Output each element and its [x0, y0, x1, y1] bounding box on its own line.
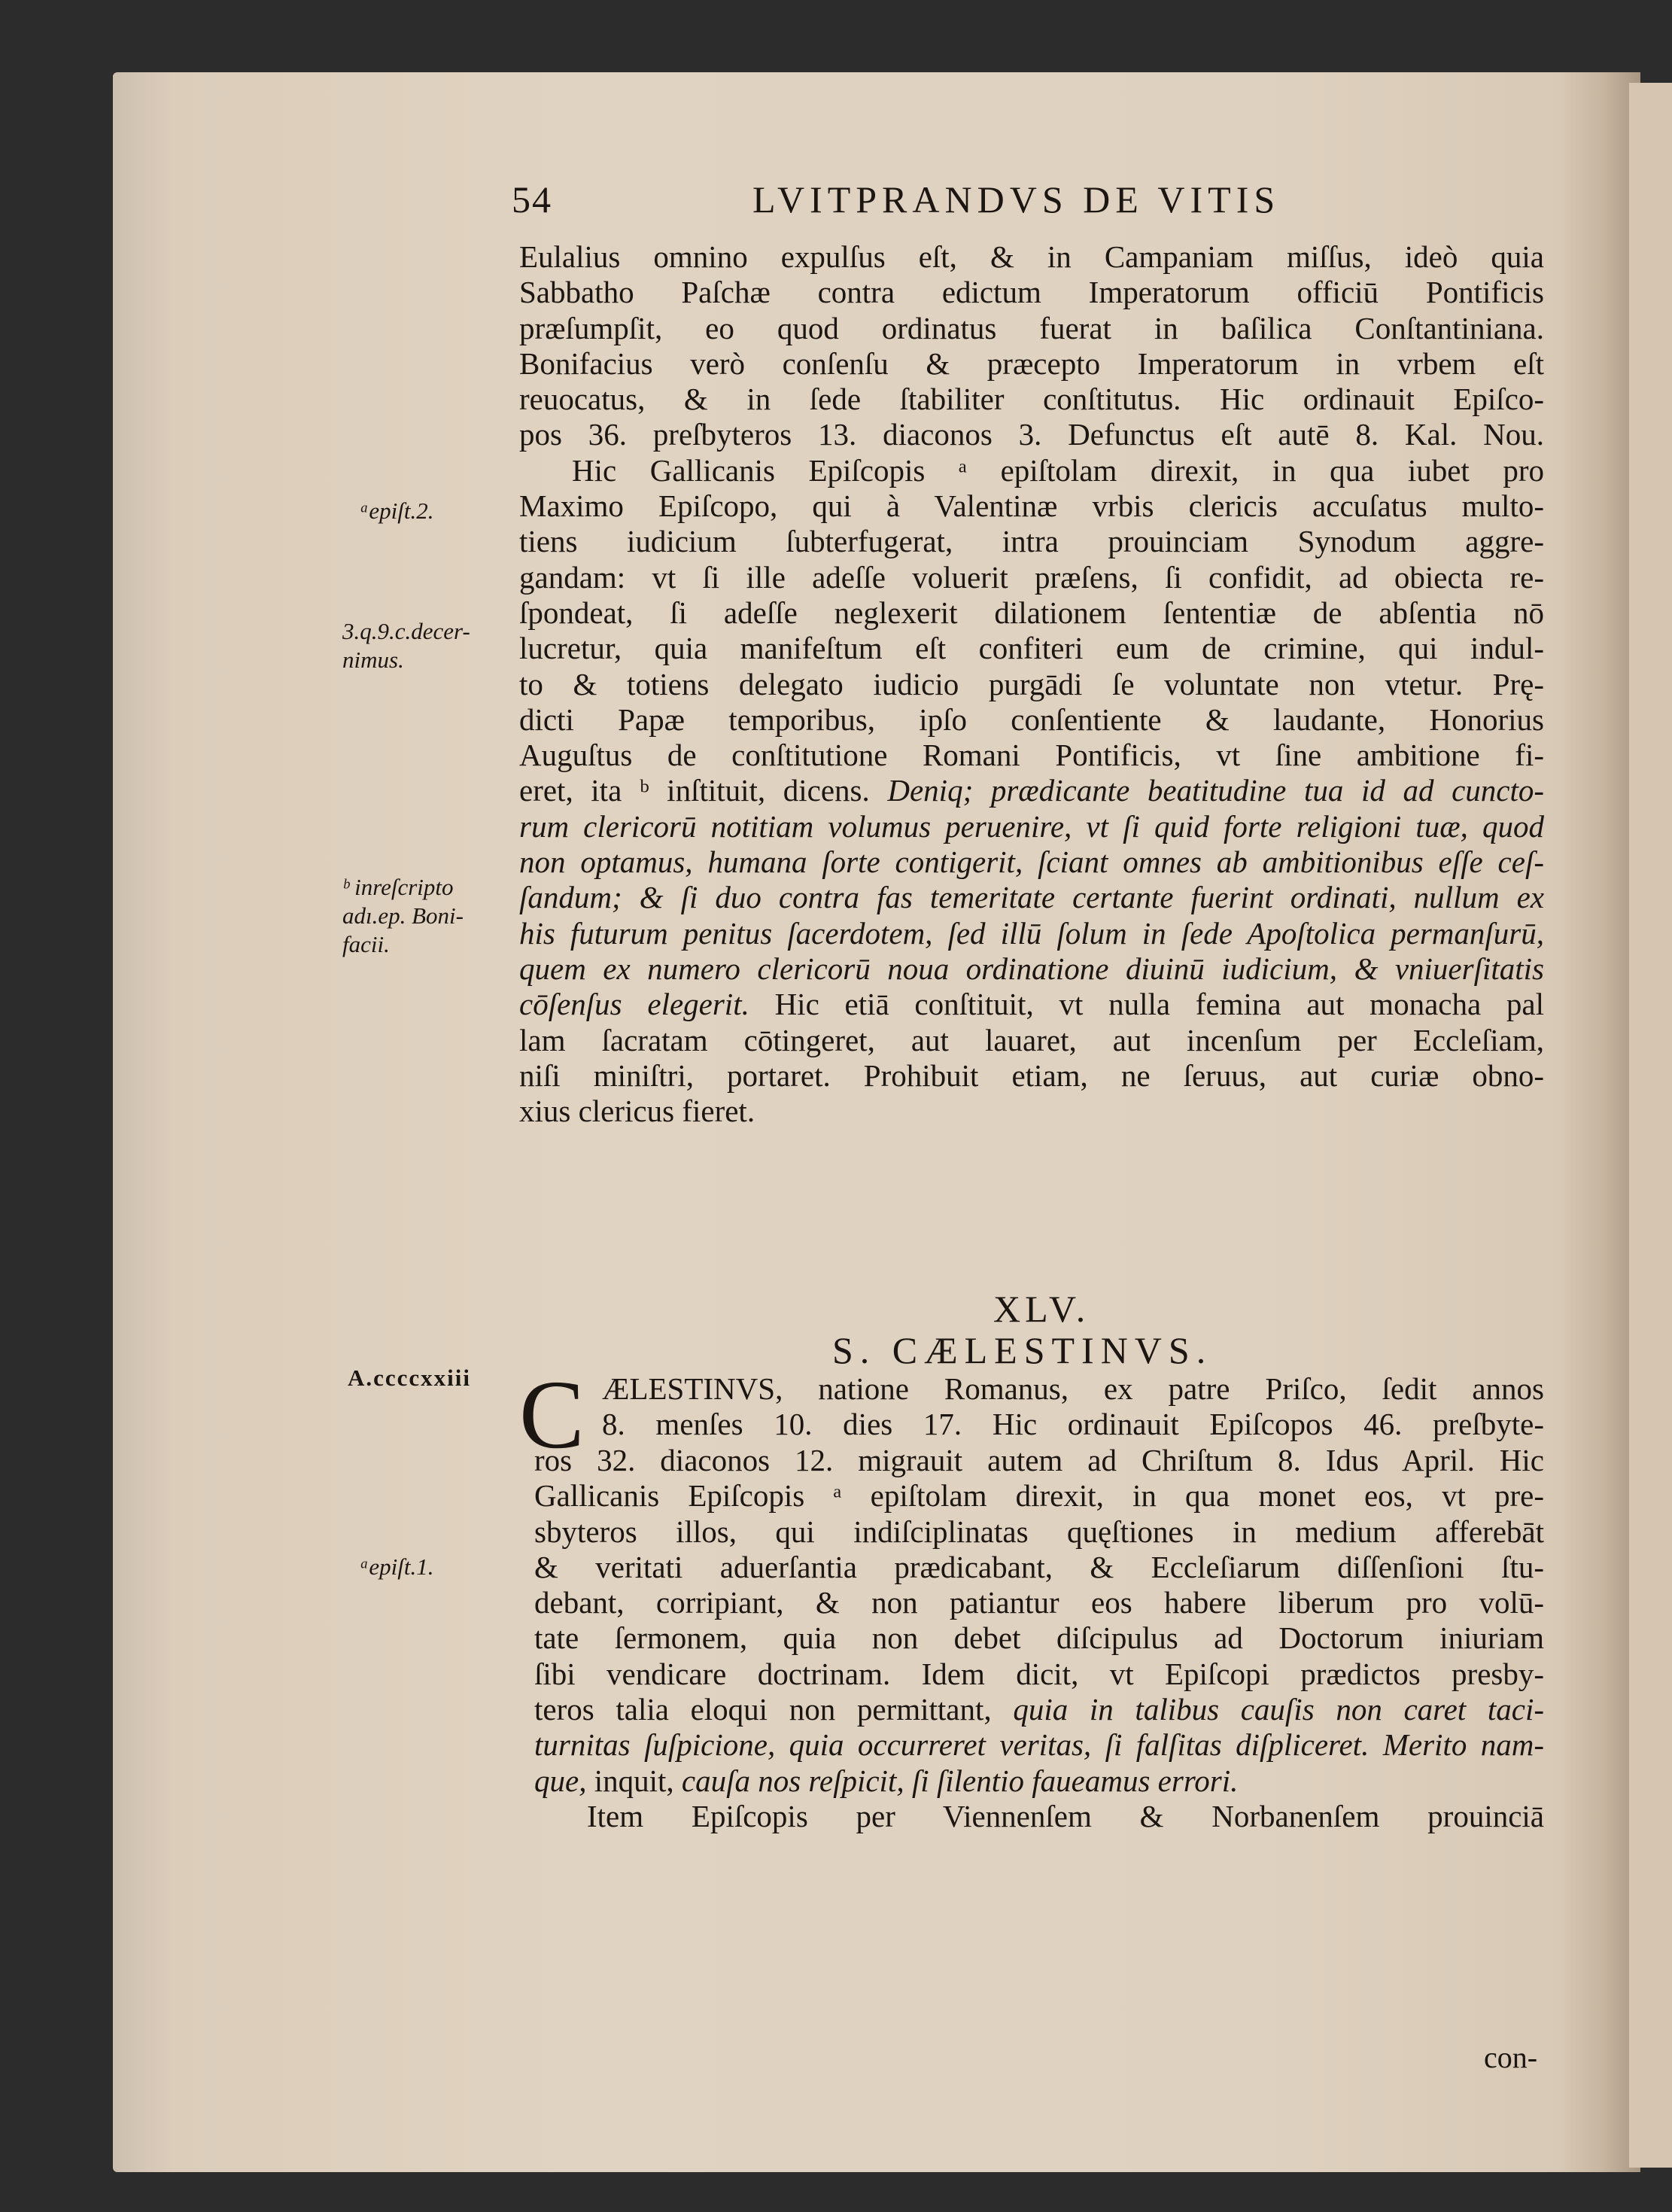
italic-run: Deniq; prædicante beatitudine tua id ad cuncto-	[869, 773, 1545, 808]
text-line: reuocatus, & in ſede ſtabiliter conſtitutus. Hic ordinauit Epiſco-	[519, 382, 1544, 417]
italic-run: quia in talibus cauſis non caret taci-	[991, 1692, 1544, 1727]
italic-line: rum clericorū notitiam volumus peruenire, vt ſi quid forte religioni tuæ, quod	[519, 808, 1544, 844]
text-line: ÆLESTINVS, natione Romanus, ex patre Priſco, ſedit annos	[602, 1371, 1544, 1406]
text-line	[534, 1763, 1544, 1799]
chapter-number: XLV.	[993, 1288, 1090, 1330]
text-block-2a	[602, 1371, 1544, 1443]
running-head: LVITPRANDVS DE VITIS	[752, 178, 1281, 221]
roman-run: Hic etiā conſtituit, vt nulla femina aut monacha pal	[749, 987, 1544, 1022]
text-line: & veritati aduerſantia prædicabant, & Eccleſiarum diſſenſioni ſtu-	[534, 1549, 1544, 1584]
text-line: lucretur, quia manifeſtum eſt confiteri eum de crimine, qui indul-	[519, 631, 1544, 666]
text-line: to & totiens delegato iudicio purgādi ſe voluntate non vtetur. Prę-	[519, 666, 1544, 701]
margin-note: nimus.	[342, 647, 404, 673]
text-block-1	[519, 239, 1544, 1129]
text-line	[534, 1692, 1544, 1727]
page-header	[512, 178, 1522, 226]
italic-line: his futurum penitus ſacerdotem, ſed illū ſolum in ſede Apoſtolica permanſurū,	[519, 915, 1544, 951]
text-block-2b	[534, 1443, 1544, 1834]
text-line: tate ſermonem, quia non debet diſcipulus ad Doctorum iniuriam	[534, 1620, 1544, 1656]
margin-year: A.ccccxxiii	[348, 1365, 472, 1391]
text-line: debant, corripiant, & non patiantur eos habere liberum pro volū-	[534, 1585, 1544, 1620]
drop-capital: C	[519, 1361, 585, 1469]
text-line: xius clericus fieret.	[519, 1094, 755, 1129]
margin-note: ᵇ inreſcripto	[342, 874, 454, 900]
roman-run: teros talia eloqui non permittant,	[534, 1692, 992, 1727]
margin-note: facii.	[342, 931, 390, 957]
facing-page-edge	[1629, 83, 1672, 2168]
text-line: niſi miniſtri, portaret. Prohibuit etiam, ne ſeruus, aut curiæ obno-	[519, 1057, 1544, 1093]
text-line: Item Epiſcopis per Viennenſem & Norbanenſem prouinciā	[587, 1798, 1544, 1833]
text-line: ſpondeat, ſi adeſſe neglexerit dilationem ſententiæ de abſentia nō	[519, 595, 1544, 630]
margin-note: ᵃepiſt.1.	[360, 1553, 434, 1580]
margin-note: adı.ep. Boni-	[342, 902, 464, 929]
text-line	[519, 773, 1544, 808]
roman-run: inquit,	[586, 1763, 674, 1798]
roman-run: eret, ita ᵇ inſtituit, dicens.	[519, 773, 870, 808]
text-line: 8. menſes 10. dies 17. Hic ordinauit Epiſcopos 46. preſbyte-	[602, 1407, 1544, 1442]
margin-note: 3.q.9.c.decer-	[342, 618, 470, 644]
text-line: gandam: vt ſi ille adeſſe voluerit præſens, ſi confidit, ad obiecta re-	[519, 559, 1544, 595]
italic-run: cōſenſus elegerit.	[519, 987, 749, 1022]
text-line: Sabbatho Paſchæ contra edictum Imperatorum officiū Pontificis	[519, 275, 1544, 310]
italic-run: cauſa nos reſpicit, ſi ſilentio faueamus errori.	[673, 1763, 1239, 1798]
margin-note: ᵃepiſt.2.	[360, 497, 434, 524]
text-line: præſumpſit, eo quod ordinatus fuerat in baſilica Conſtantiniana.	[519, 310, 1544, 345]
text-line: Maximo Epiſcopo, qui à Valentinæ vrbis clericis accuſatus multo-	[519, 488, 1544, 524]
text-line: Bonifacius verò conſenſu & præcepto Imperatorum in vrbem eſt	[519, 345, 1544, 381]
italic-line: turnitas ſuſpicione, quia occurreret veritas, ſi falſitas diſpliceret. Merito nam-	[534, 1727, 1544, 1763]
text-line: Eulalius omnino expulſus eſt, & in Campaniam miſſus, ideò quia	[519, 239, 1544, 274]
text-line	[519, 987, 1544, 1022]
italic-line: ſandum; & ſi duo contra fas temeritate certante fuerint ordinati, nullum ex	[519, 880, 1544, 915]
italic-run: que,	[534, 1763, 587, 1798]
text-line: pos 36. preſbyteros 13. diaconos 3. Defunctus eſt autē 8. Kal. Nou.	[519, 417, 1544, 452]
text-line: lam ſacratam cōtingeret, aut lauaret, aut incenſum per Eccleſiam,	[519, 1022, 1544, 1057]
text-line: ros 32. diaconos 12. migrauit autem ad Chriſtum 8. Idus April. Hic	[534, 1443, 1544, 1477]
text-line: sbyteros illos, qui indiſciplinatas quęſtiones in medium afferebāt	[534, 1514, 1544, 1549]
page-number: 54	[512, 178, 552, 221]
text-line: Hic Gallicanis Epiſcopis ᵃ epiſtolam direxit, in qua iubet pro	[572, 452, 1544, 488]
chapter-title: S. CÆLESTINVS.	[832, 1329, 1213, 1371]
italic-line: quem ex numero clericorū noua ordinatione diuinū iudicium, & vniuerſitatis	[519, 951, 1544, 986]
text-line: Gallicanis Epiſcopis ᵃ epiſtolam direxit, in qua monet eos, vt pre-	[534, 1478, 1544, 1514]
text-line: Auguſtus de conſtitutione Romani Pontificis, vt ſine ambitione fi-	[519, 738, 1544, 773]
catchword: con-	[1484, 2040, 1538, 2074]
text-line: tiens iudicium ſubterfugerat, intra prouinciam Synodum aggre-	[519, 524, 1544, 559]
italic-line: non optamus, humana ſorte contigerit, ſciant omnes ab ambitionibus eſſe ceſ-	[519, 844, 1544, 880]
text-line: ſibi vendicare doctrinam. Idem dicit, vt Epiſcopi prædictos presby-	[534, 1656, 1544, 1691]
gutter-shadow	[1558, 72, 1640, 2172]
text-line: dicti Papæ temporibus, ipſo conſentiente & laudante, Honorius	[519, 701, 1544, 737]
